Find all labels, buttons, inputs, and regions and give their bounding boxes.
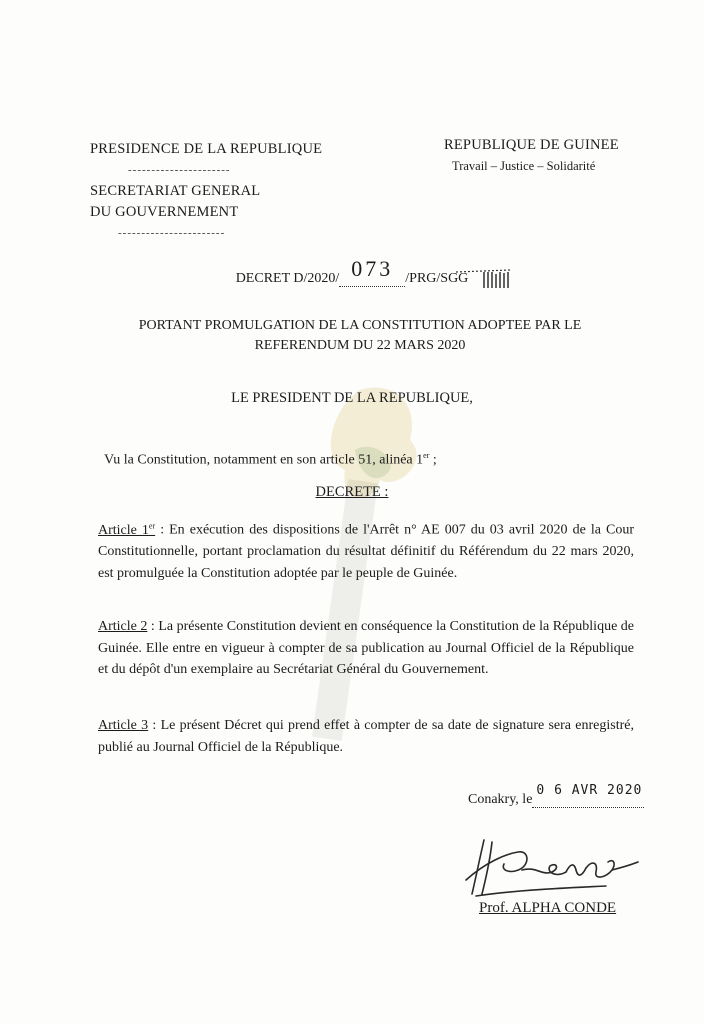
article-colon: : (147, 619, 155, 634)
place-date-line (468, 783, 644, 808)
vu-sup: er (423, 451, 430, 460)
decrete-heading: DECRETE : (315, 484, 389, 500)
registration-stamp-mark (450, 262, 520, 292)
article-text: La présente Constitution devient en conséquence la Constitution de la République de Guinée. Elle entre en vigueur à compter de sa publication au Journal Officiel de la République et du dépôt d'un exemplaire au Secrétariat Général du Gouvernement. (98, 619, 635, 677)
article-text: Le présent Décret qui prend effet à compter de sa date de signature sera enregistré, publié au Journal Officiel de la République. (98, 718, 634, 755)
president-heading: LE PRESIDENT DE LA REPUBLIQUE, (231, 390, 473, 406)
header-gouvernement: DU GOUVERNEMENT (90, 204, 239, 220)
header-motto: Travail – Justice – Solidarité (452, 159, 596, 173)
article-label: Article 3 (98, 718, 149, 733)
signature-date: 0 6 AVR 2020 (536, 783, 643, 798)
header-presidence: PRESIDENCE DE LA REPUBLIQUE (90, 141, 323, 157)
article-colon: : (148, 718, 157, 733)
header-secretariat: SECRETARIAT GENERAL (90, 183, 261, 199)
signer-name: Prof. ALPHA CONDE (479, 900, 617, 916)
place-label: Conakry, le (468, 792, 533, 807)
article-label: Article 2 (98, 619, 148, 634)
decree-number: 073 (351, 256, 394, 281)
decree-number-line (0, 256, 704, 288)
vu-text: Vu la Constitution, notamment en son article 51, alinéa 1 (104, 452, 424, 468)
article-text: En exécution des dispositions de l'Arrêt n° AE 007 du 03 avril 2020 de la Cour Constitutionnelle, portant proclamation du résultat définitif du Référendum du 22 mars 2020, est promulguée la Constitution adoptée par le peuple de Guinée. (98, 522, 634, 581)
handwritten-signature (456, 832, 646, 902)
vu-end: ; (429, 452, 437, 468)
header-republique: REPUBLIQUE DE GUINEE (444, 137, 619, 153)
article-colon: : (155, 522, 165, 538)
article-1 (98, 515, 634, 584)
article-label: Article 1er (98, 521, 156, 538)
article-2 (98, 616, 634, 681)
decree-suffix: /PRG/SGG (405, 271, 469, 286)
article-3 (98, 715, 634, 758)
decree-subject: PORTANT PROMULGATION DE LA CONSTITUTION ADOPTEE PAR LE REFERENDUM DU 22 MARS 2020 (138, 318, 582, 353)
vu-clause (104, 451, 437, 469)
decree-prefix: DECRET D/2020/ (235, 271, 340, 286)
header-divider: ----------------------- (118, 227, 226, 239)
header-divider: ---------------------- (128, 164, 231, 176)
